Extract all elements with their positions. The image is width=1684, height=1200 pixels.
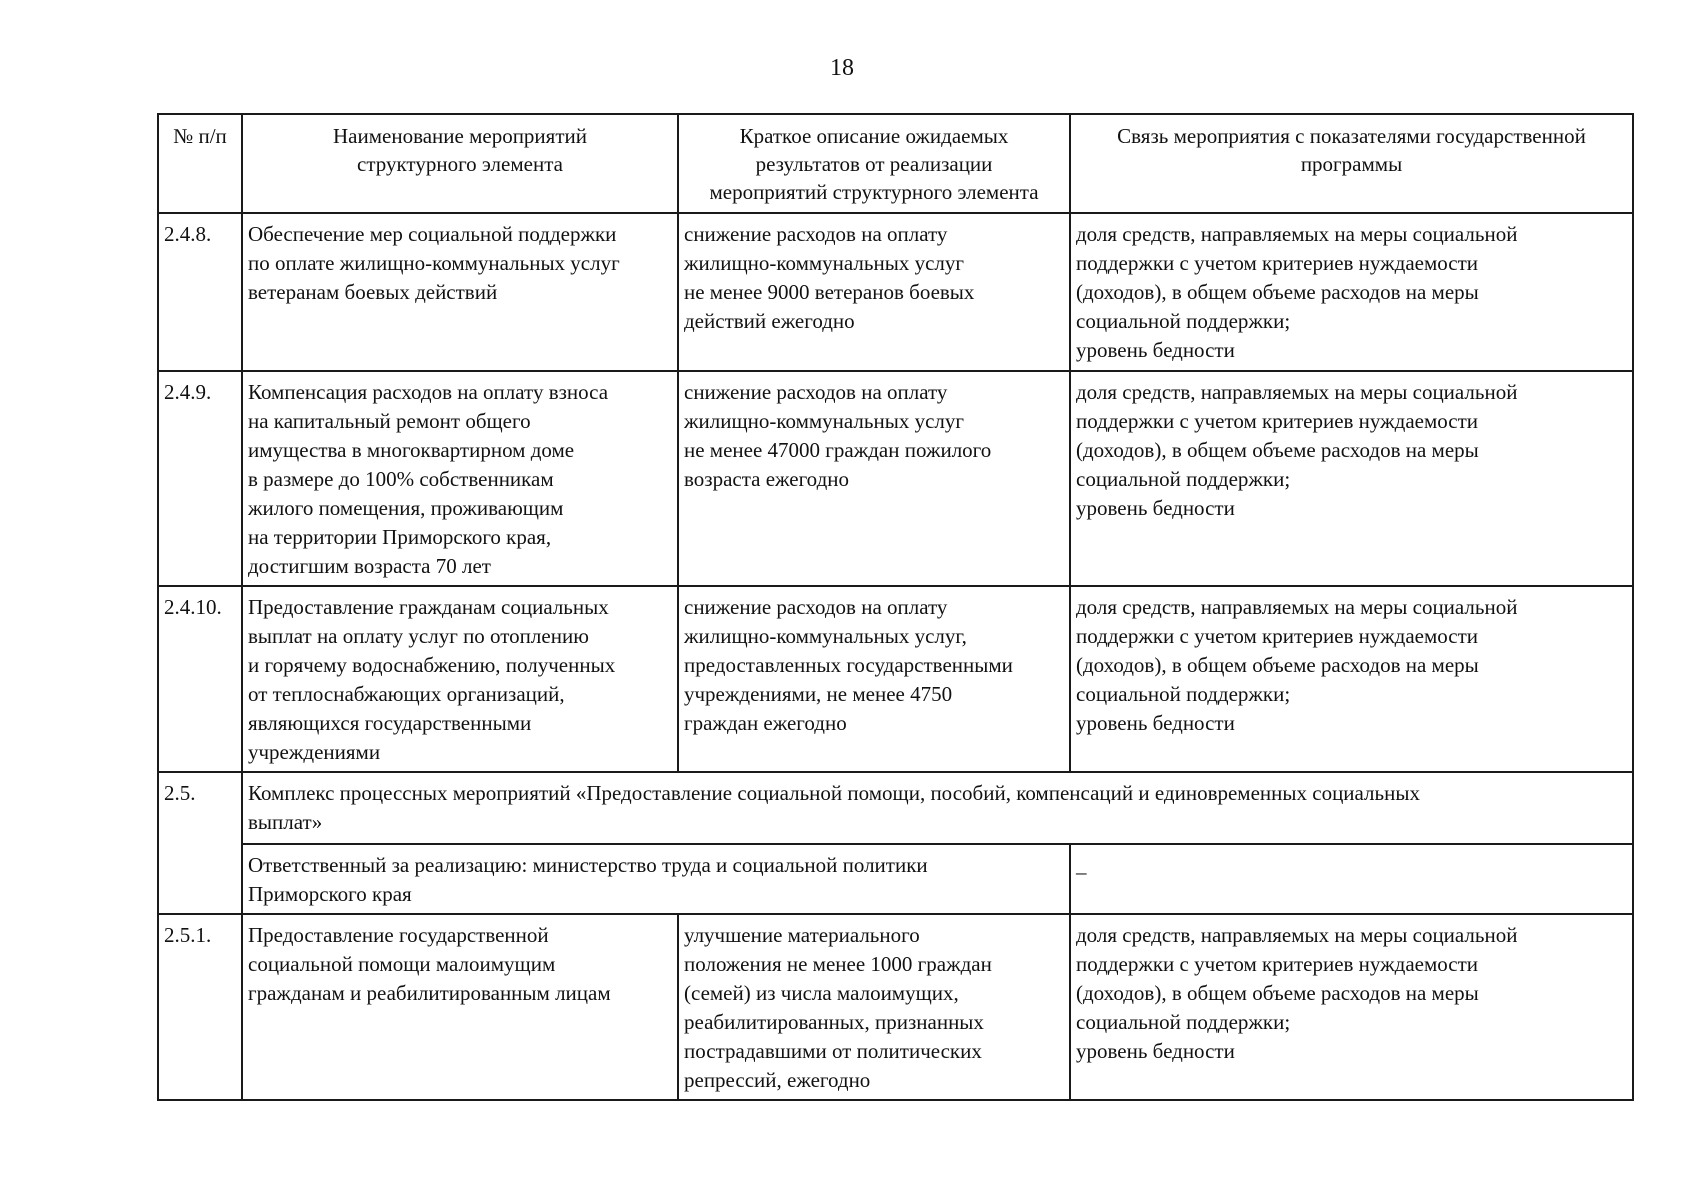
- table-row: [158, 213, 1633, 371]
- complex-title-row: [158, 772, 1633, 844]
- header-link: Связь мероприятия с показателями государственной программы: [1070, 114, 1633, 213]
- table-row: [158, 914, 1633, 1100]
- expected-result: улучшение материального положения не менее 1000 граждан (семей) из числа малоимущих, реабилитированных, признанных пострадавшими от политических репрессий, ежегодно: [678, 914, 1070, 1100]
- indicator-link: доля средств, направляемых на меры социальной поддержки с учетом критериев нуждаемости (доходов), в общем объеме расходов на меры социальной поддержки; уровень бедности: [1070, 213, 1633, 371]
- row-number: 2.4.10.: [158, 586, 242, 772]
- expected-result: снижение расходов на оплату жилищно-коммунальных услуг, предоставленных государственными учреждениями, не менее 4750 граждан ежегодно: [678, 586, 1070, 772]
- indicator-link: доля средств, направляемых на меры социальной поддержки с учетом критериев нуждаемости (доходов), в общем объеме расходов на меры социальной поддержки; уровень бедности: [1070, 586, 1633, 772]
- measure-name: Предоставление гражданам социальных выплат на оплату услуг по отоплению и горячему водоснабжению, полученных от теплоснабжающих организаций, являющихся государственными учреждениями: [242, 586, 678, 772]
- measure-name: Обеспечение мер социальной поддержки по оплате жилищно-коммунальных услуг ветеранам боевых действий: [242, 213, 678, 371]
- responsible-link: _: [1070, 844, 1633, 914]
- row-number: 2.5.1.: [158, 914, 242, 1100]
- row-number: 2.5.: [158, 772, 242, 914]
- row-number: 2.4.8.: [158, 213, 242, 371]
- measures-table: [157, 113, 1634, 1101]
- expected-result: снижение расходов на оплату жилищно-коммунальных услуг не менее 9000 ветеранов боевых действий ежегодно: [678, 213, 1070, 371]
- header-result: Краткое описание ожидаемых результатов от реализации мероприятий структурного элемента: [678, 114, 1070, 213]
- table-header-row: [158, 114, 1633, 213]
- measure-name: Предоставление государственной социальной помощи малоимущим гражданам и реабилитированным лицам: [242, 914, 678, 1100]
- complex-title: Комплекс процессных мероприятий «Предоставление социальной помощи, пособий, компенсаций и единовременных социальных выплат»: [242, 772, 1633, 844]
- table-row: [158, 586, 1633, 772]
- header-num: № п/п: [158, 114, 242, 213]
- page-number: 18: [830, 55, 854, 81]
- expected-result: снижение расходов на оплату жилищно-коммунальных услуг не менее 47000 граждан пожилого возраста ежегодно: [678, 371, 1070, 586]
- indicator-link: доля средств, направляемых на меры социальной поддержки с учетом критериев нуждаемости (доходов), в общем объеме расходов на меры социальной поддержки; уровень бедности: [1070, 371, 1633, 586]
- measure-name: Компенсация расходов на оплату взноса на капитальный ремонт общего имущества в многоквартирном доме в размере до 100% собственникам жилого помещения, проживающим на территории Приморского края, достигшим возраста 70 лет: [242, 371, 678, 586]
- table-row: [158, 371, 1633, 586]
- indicator-link: доля средств, направляемых на меры социальной поддержки с учетом критериев нуждаемости (доходов), в общем объеме расходов на меры социальной поддержки; уровень бедности: [1070, 914, 1633, 1100]
- row-number: 2.4.9.: [158, 371, 242, 586]
- responsible-row: [158, 844, 1633, 914]
- responsible-executor: Ответственный за реализацию: министерство труда и социальной политики Приморского края: [242, 844, 1070, 914]
- header-name: Наименование мероприятий структурного элемента: [242, 114, 678, 213]
